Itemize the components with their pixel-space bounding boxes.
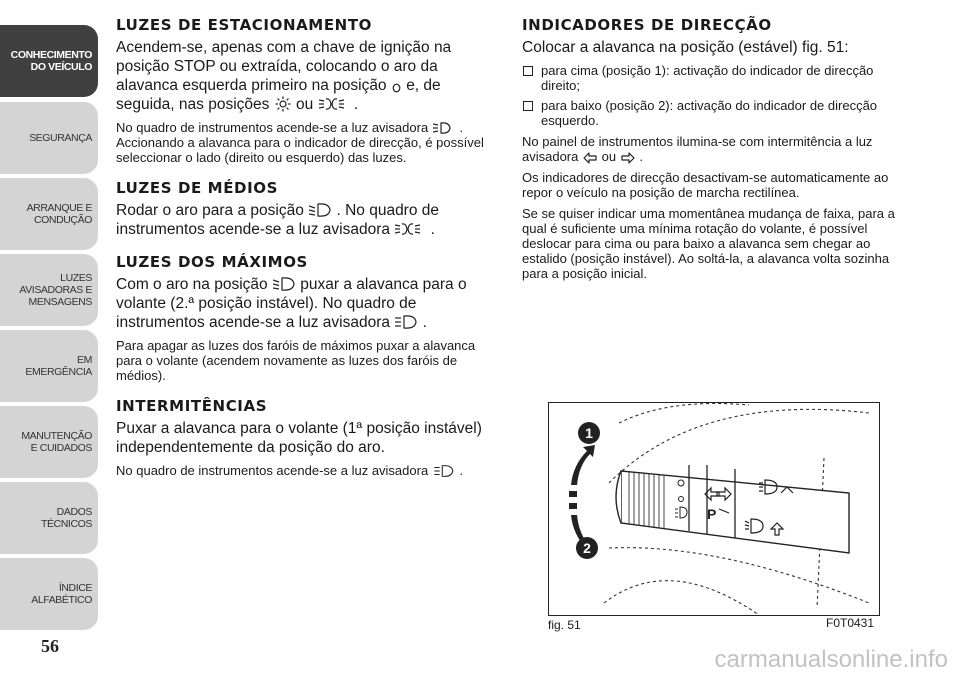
tab-conhecimento-do-veiculo[interactable]	[0, 25, 98, 97]
dipped-beam-icon	[309, 202, 331, 218]
left-column	[116, 16, 494, 492]
section-title: LUZES DOS MÁXIMOS	[116, 253, 308, 271]
text: para baixo (posição 2): activação do indicador de direcção esquerdo.	[541, 98, 878, 128]
tab-label: ÍNDICE ALFABÉTICO	[31, 582, 92, 606]
tab-em-emergencia[interactable]	[0, 330, 98, 402]
side-lights-warning-icon	[319, 96, 349, 112]
tab-indice-alfabetico[interactable]	[0, 558, 98, 630]
tab-label: LUZES AVISADORAS E MENSAGENS	[19, 272, 92, 308]
paragraph	[116, 275, 494, 332]
text: . No quadro de instrumentos acende-se a luz avisadora	[116, 202, 440, 238]
text: Acendem-se, apenas com a chave de ignição na posição STOP ou extraída, colocando o aro da alavanca esquerda primeiro na posição	[116, 39, 452, 94]
main-beam-icon	[395, 314, 417, 330]
text: .	[639, 149, 643, 164]
paragraph: Se se quiser indicar uma momentânea mudança de faixa, para a qual é suficiente uma mínima rotação do volante, é possível deslocar para cima ou para baixo a alavanca sem chegar ao estalido (posição instável). Ao soltá-la, a alavanca volta sozinha para a posição inicial.	[522, 206, 895, 281]
text: No quadro de instrumentos acende-se a luz avisadora	[116, 120, 429, 135]
text: Com o aro na posição	[116, 276, 268, 293]
text: No quadro de instrumentos acende-se a luz avisadora	[116, 463, 429, 478]
bullet-list	[522, 63, 908, 128]
section-title: LUZES DE ESTACIONAMENTO	[116, 16, 373, 34]
paragraph: Para apagar as luzes dos faróis de máximos puxar a alavanca para o volante (acendem novamente as luzes dos faróis de médios).	[116, 338, 476, 383]
figure-code: F0T0431	[826, 616, 875, 630]
text: No painel de instrumentos ilumina-se com intermitência a luz avisadora	[522, 134, 873, 164]
section-title: INDICADORES DE DIRECÇÃO	[522, 16, 772, 34]
side-lights-warning-icon	[395, 221, 425, 237]
paragraph	[116, 463, 494, 478]
section-title: INTERMITÊNCIAS	[116, 397, 268, 415]
text: e, de seguida, nas posições	[116, 77, 441, 113]
text: .	[422, 314, 427, 331]
watermark: carmanualsonline.info	[714, 646, 948, 673]
text: . Accionando a alavanca para o indicador de direcção, é possível seleccionar o lado (direito ou esquerdo) das luzes.	[116, 120, 484, 165]
paragraph: Puxar a alavanca para o volante (1ª posição instável) independentemente da posição do aro.	[116, 420, 482, 456]
paragraph	[522, 134, 908, 164]
list-item	[522, 98, 908, 128]
paragraph: Colocar a alavanca na posição (estável) fig. 51:	[522, 39, 849, 56]
paragraph	[116, 201, 494, 239]
text: .	[430, 221, 435, 238]
tab-arranque-e-conducao[interactable]	[0, 178, 98, 250]
turn-left-arrow-icon	[583, 152, 597, 164]
text: .	[353, 96, 359, 113]
section-luzes-estacionamento	[116, 16, 494, 165]
tab-label: SEGURANÇA	[29, 132, 92, 144]
stalk-drawing	[549, 403, 879, 615]
parking-lights-icon	[275, 96, 291, 112]
tab-label: MANUTENÇÃO E CUIDADOS	[21, 430, 92, 454]
tab-manutencao-e-cuidados[interactable]	[0, 406, 98, 478]
paragraph	[116, 120, 494, 165]
tab-dados-tecnicos[interactable]	[0, 482, 98, 554]
tab-luzes-avisadoras[interactable]	[0, 254, 98, 326]
turn-right-arrow-icon	[621, 152, 635, 164]
paragraph	[116, 38, 494, 114]
right-column	[522, 16, 908, 295]
main-beam-icon	[433, 464, 455, 478]
position-marker-2: 2	[583, 540, 591, 556]
text: para cima (posição 1): activação do indicador de direcção direito;	[541, 63, 874, 93]
tab-label: CONHECIMENTO DO VEÍCULO	[10, 49, 92, 73]
figure-caption: fig. 51	[548, 618, 581, 632]
checkbox-bullet-icon	[523, 101, 533, 111]
text: Rodar o aro para a posição	[116, 202, 304, 219]
text: ou	[296, 96, 314, 113]
ring-label: P	[707, 506, 717, 522]
section-title: LUZES DE MÉDIOS	[116, 179, 279, 197]
text: puxar a alavanca para o volante (2.ª posição instável). No quadro de instrumentos acende-se a luz avisadora	[116, 276, 467, 331]
checkbox-bullet-icon	[523, 66, 533, 76]
text: .	[459, 463, 464, 478]
dipped-beam-icon	[273, 276, 295, 292]
tab-label: ARRANQUE E CONDUÇÃO	[26, 202, 92, 226]
figure-stalk-illustration	[548, 402, 880, 616]
tab-label: EM EMERGÊNCIA	[25, 354, 92, 378]
tab-seguranca[interactable]	[0, 102, 98, 174]
section-luzes-maximos	[116, 253, 494, 383]
text: ou	[601, 149, 617, 164]
section-luzes-medios	[116, 179, 494, 239]
section-indicadores-direccao	[522, 16, 908, 281]
side-lights-warning-icon	[433, 121, 455, 135]
position-marker-1: 1	[585, 425, 593, 441]
paragraph: Os indicadores de direcção desactivam-se automaticamente ao repor o veículo na posição de marcha rectilínea.	[522, 170, 889, 200]
section-intermitencias	[116, 397, 494, 478]
list-item	[522, 63, 908, 93]
page-number: 56	[41, 636, 59, 656]
ring-zero-icon	[392, 81, 401, 93]
tab-label: DADOS TÉCNICOS	[40, 506, 92, 530]
